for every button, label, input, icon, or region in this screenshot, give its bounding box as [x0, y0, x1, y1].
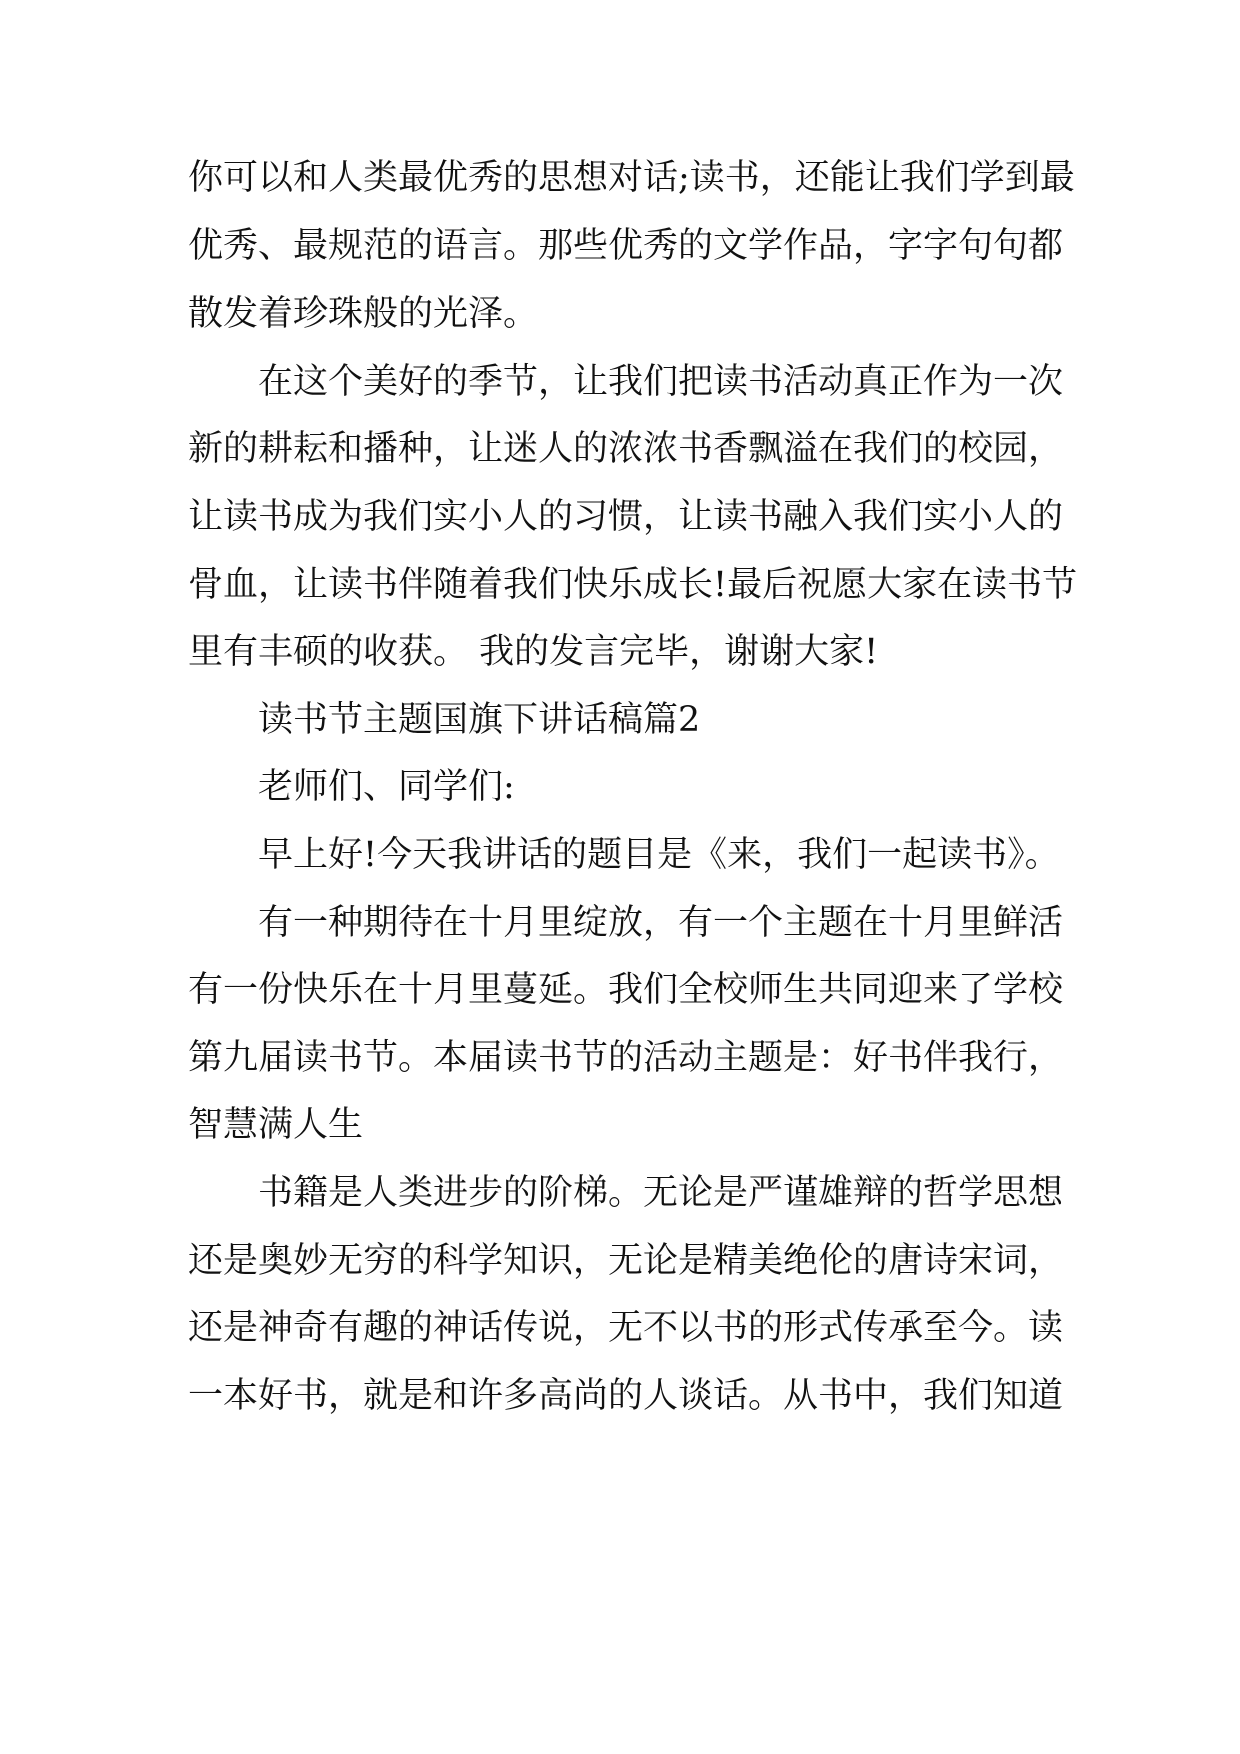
text-line: 早上好!今天我讲话的题目是《来，我们一起读书》。 — [258, 835, 1060, 875]
text-line: 让读书成为我们实小人的习惯，让读书融入我们实小人的 — [188, 497, 1064, 537]
text-line: 有一份快乐在十月里蔓延。我们全校师生共同迎来了学校 — [188, 970, 1064, 1010]
text-line: 一本好书，就是和许多高尚的人谈话。从书中，我们知道 — [188, 1376, 1064, 1416]
text-line: 骨血，让读书伴随着我们快乐成长!最后祝愿大家在读书节 — [188, 565, 1078, 605]
text-line: 第九届读书节。本届读书节的活动主题是：好书伴我行， — [188, 1038, 1064, 1078]
text-line: 有一种期待在十月里绽放，有一个主题在十月里鲜活 — [258, 903, 1064, 943]
section-heading: 读书节主题国旗下讲话稿篇2 — [258, 700, 701, 740]
text-line: 优秀、最规范的语言。那些优秀的文学作品，字字句句都 — [188, 226, 1064, 266]
text-line: 在这个美好的季节，让我们把读书活动真正作为一次 — [258, 362, 1064, 402]
text-line: 智慧满人生 — [188, 1105, 364, 1145]
text-line: 新的耕耘和播种，让迷人的浓浓书香飘溢在我们的校园， — [188, 429, 1064, 469]
text-line: 你可以和人类最优秀的思想对话;读书，还能让我们学到最 — [188, 158, 1075, 198]
text-line: 还是奥妙无穷的科学知识，无论是精美绝伦的唐诗宋词， — [188, 1241, 1064, 1281]
text-line: 里有丰硕的收获。 我的发言完毕，谢谢大家! — [188, 632, 879, 672]
text-line: 书籍是人类进步的阶梯。无论是严谨雄辩的哲学思想 — [258, 1173, 1064, 1213]
salutation: 老师们、同学们: — [258, 767, 515, 807]
text-line: 还是神奇有趣的神话传说，无不以书的形式传承至今。读 — [188, 1308, 1064, 1348]
text-line: 散发着珍珠般的光泽。 — [188, 294, 539, 334]
